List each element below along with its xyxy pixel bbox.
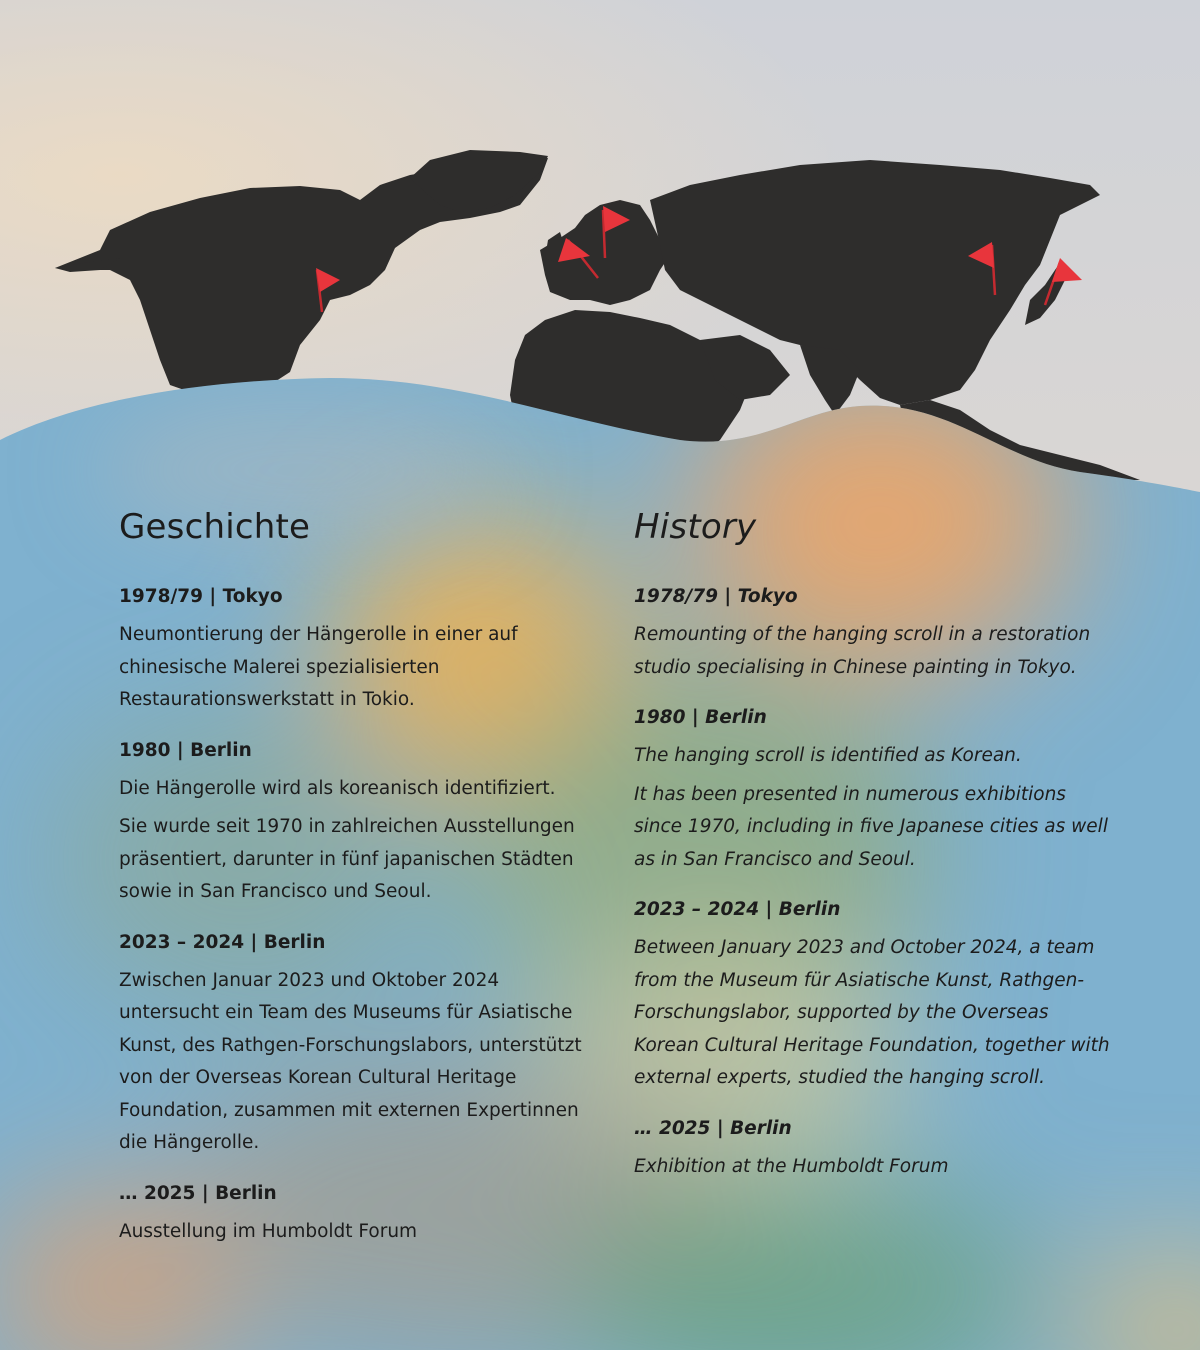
entry-heading: … 2025 | Berlin	[634, 1117, 792, 1139]
english-entry-1980	[634, 706, 1114, 876]
entry-text: Ausstellung im Humboldt Forum	[119, 1220, 418, 1242]
german-entry-2023	[119, 931, 599, 1160]
entry-heading: 1980 | Berlin	[634, 707, 767, 728]
entry-text: It has been presented in numerous exhibitions since 1970, including in five Japanese cities as well as in San Francisco and Seoul.	[634, 783, 1108, 870]
entry-heading: 1980 | Berlin	[119, 739, 252, 761]
entry-text: Sie wurde seit 1970 in zahlreichen Ausstellungen präsentiert, darunter in fünf japanischen Städten sowie in San Francisco und Seoul.	[119, 816, 575, 902]
german-entry-1980	[119, 739, 599, 909]
german-column	[119, 505, 599, 1270]
entry-heading: 2023 – 2024 | Berlin	[119, 931, 326, 953]
english-column	[634, 505, 1114, 1205]
german-title: Geschichte	[119, 507, 311, 547]
entry-text: Remounting of the hanging scroll in a restoration studio specialising in Chinese painting in Tokyo.	[634, 624, 1091, 678]
entry-text: Between January 2023 and October 2024, a team from the Museum für Asiatische Kunst, Rathgen-Forschungslabor, supported by the Overseas Korean Cultural Heritage Foundation, together with external experts, studied the hanging scroll.	[634, 937, 1110, 1088]
entry-heading: … 2025 | Berlin	[119, 1182, 277, 1204]
entry-text: Zwischen Januar 2023 und Oktober 2024 untersucht ein Team des Museums für Asiatische Kunst, des Rathgen-Forschungslabors, unterstützt von der Overseas Korean Cultural Heritage Foundation, zusammen mit externen Expertinnen die Hängerolle.	[119, 969, 582, 1153]
english-entry-2025	[634, 1117, 1114, 1184]
entry-heading: 2023 – 2024 | Berlin	[634, 899, 841, 920]
english-title: History	[634, 507, 757, 547]
entry-text: Die Hängerolle wird als koreanisch identifiziert.	[119, 777, 556, 799]
german-entry-2025	[119, 1182, 599, 1249]
english-entry-1978	[634, 585, 1114, 684]
entry-text: The hanging scroll is identified as Korean.	[634, 745, 1022, 766]
entry-text: Exhibition at the Humboldt Forum	[634, 1155, 949, 1177]
entry-heading: 1978/79 | Tokyo	[634, 586, 798, 607]
german-entry-1978	[119, 585, 599, 717]
entry-heading: 1978/79 | Tokyo	[119, 586, 283, 607]
entry-text: Neumontierung der Hängerolle in einer auf chinesische Malerei spezialisierten Restaurationswerkstatt in Tokio.	[119, 624, 518, 710]
english-entry-2023	[634, 898, 1114, 1095]
